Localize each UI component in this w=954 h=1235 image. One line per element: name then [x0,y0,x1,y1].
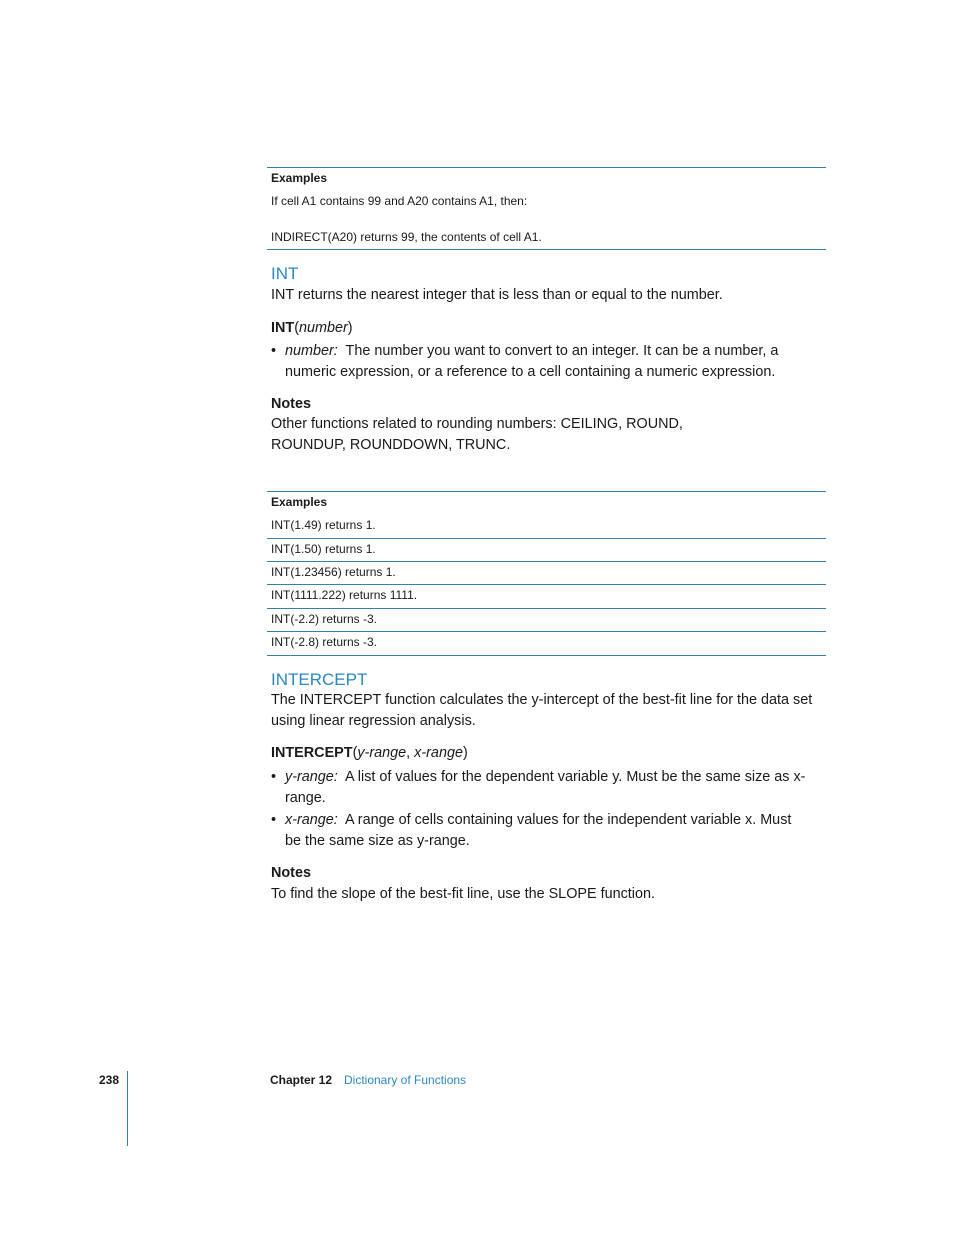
table-top-rule [267,167,826,168]
chapter-title: Dictionary of Functions [344,1073,467,1087]
syntax-argument: number [298,320,348,336]
chapter-label: Chapter 12 [270,1073,333,1087]
argument-name: y-range: [285,769,338,785]
section-title-intercept: INTERCEPT [271,670,368,689]
table-row: INT(-2.2) returns -3. [271,612,378,626]
table-top-rule [267,491,826,492]
argument-description: The number you want to convert to an integer. It can be a number, a numeric expression, or a reference to a cell containing a numeric expression. [285,343,779,380]
example-text: INDIRECT(A20) returns 99, the contents of cell A1. [271,230,542,244]
syntax-paren: ( [352,745,358,761]
row-divider [267,561,826,562]
argument-name: x-range: [285,812,338,828]
int-description: INT returns the nearest integer that is less than or equal to the number. [271,287,723,303]
table-row: INT(1.49) returns 1. [271,518,376,532]
row-divider [267,608,826,609]
argument-description: A list of values for the dependent variable y. Must be the same size as x-range. [285,769,806,806]
table-row: INT(1111.222) returns 1111. [271,588,418,602]
bullet-icon: • [271,343,277,359]
notes-heading: Notes [271,865,311,881]
intercept-syntax [271,743,816,764]
argument-bullet [271,341,811,383]
example-text: If cell A1 contains 99 and A20 contains A1, then: [271,194,528,208]
row-divider [267,538,826,539]
table-bottom-rule [267,249,826,250]
section-title-int: INT [271,264,299,283]
argument-text [285,810,811,852]
examples-heading: Examples [271,495,328,509]
notes-text: To find the slope of the best-fit line, use the SLOPE function. [271,886,655,902]
syntax-separator: , [406,745,415,761]
argument-description: A range of cells containing values for the independent variable x. Must be the same size as y-range. [285,812,792,849]
syntax-argument: y-range [357,745,407,761]
table-row: INT(1.50) returns 1. [271,542,376,556]
table-row: INT(-2.8) returns -3. [271,635,378,649]
argument-text [285,341,811,383]
int-syntax [271,318,816,339]
notes-text: Other functions related to rounding numbers: CEILING, ROUND, ROUNDUP, ROUNDDOWN, TRUNC. [271,416,683,453]
table-bottom-rule [267,655,826,656]
bullet-icon: • [271,812,277,828]
table-row: INT(1.23456) returns 1. [271,565,396,579]
footer-divider [127,1071,128,1146]
page-number: 238 [99,1073,120,1087]
syntax-function: INT [271,320,295,336]
intercept-description: The INTERCEPT function calculates the y-intercept of the best-fit line for the data set using linear regression analysis. [271,692,813,729]
examples-heading: Examples [271,171,328,185]
row-divider [267,631,826,632]
syntax-paren: ) [462,745,468,761]
syntax-paren: ( [294,320,299,336]
argument-name: number: [285,343,338,359]
argument-bullet [271,810,811,852]
bullet-icon: • [271,769,277,785]
syntax-argument: x-range [414,745,463,761]
notes-heading: Notes [271,396,311,412]
row-divider [267,584,826,585]
argument-text [285,767,811,809]
argument-bullet [271,767,811,809]
syntax-paren: ) [347,320,353,336]
syntax-function: INTERCEPT [271,745,353,761]
